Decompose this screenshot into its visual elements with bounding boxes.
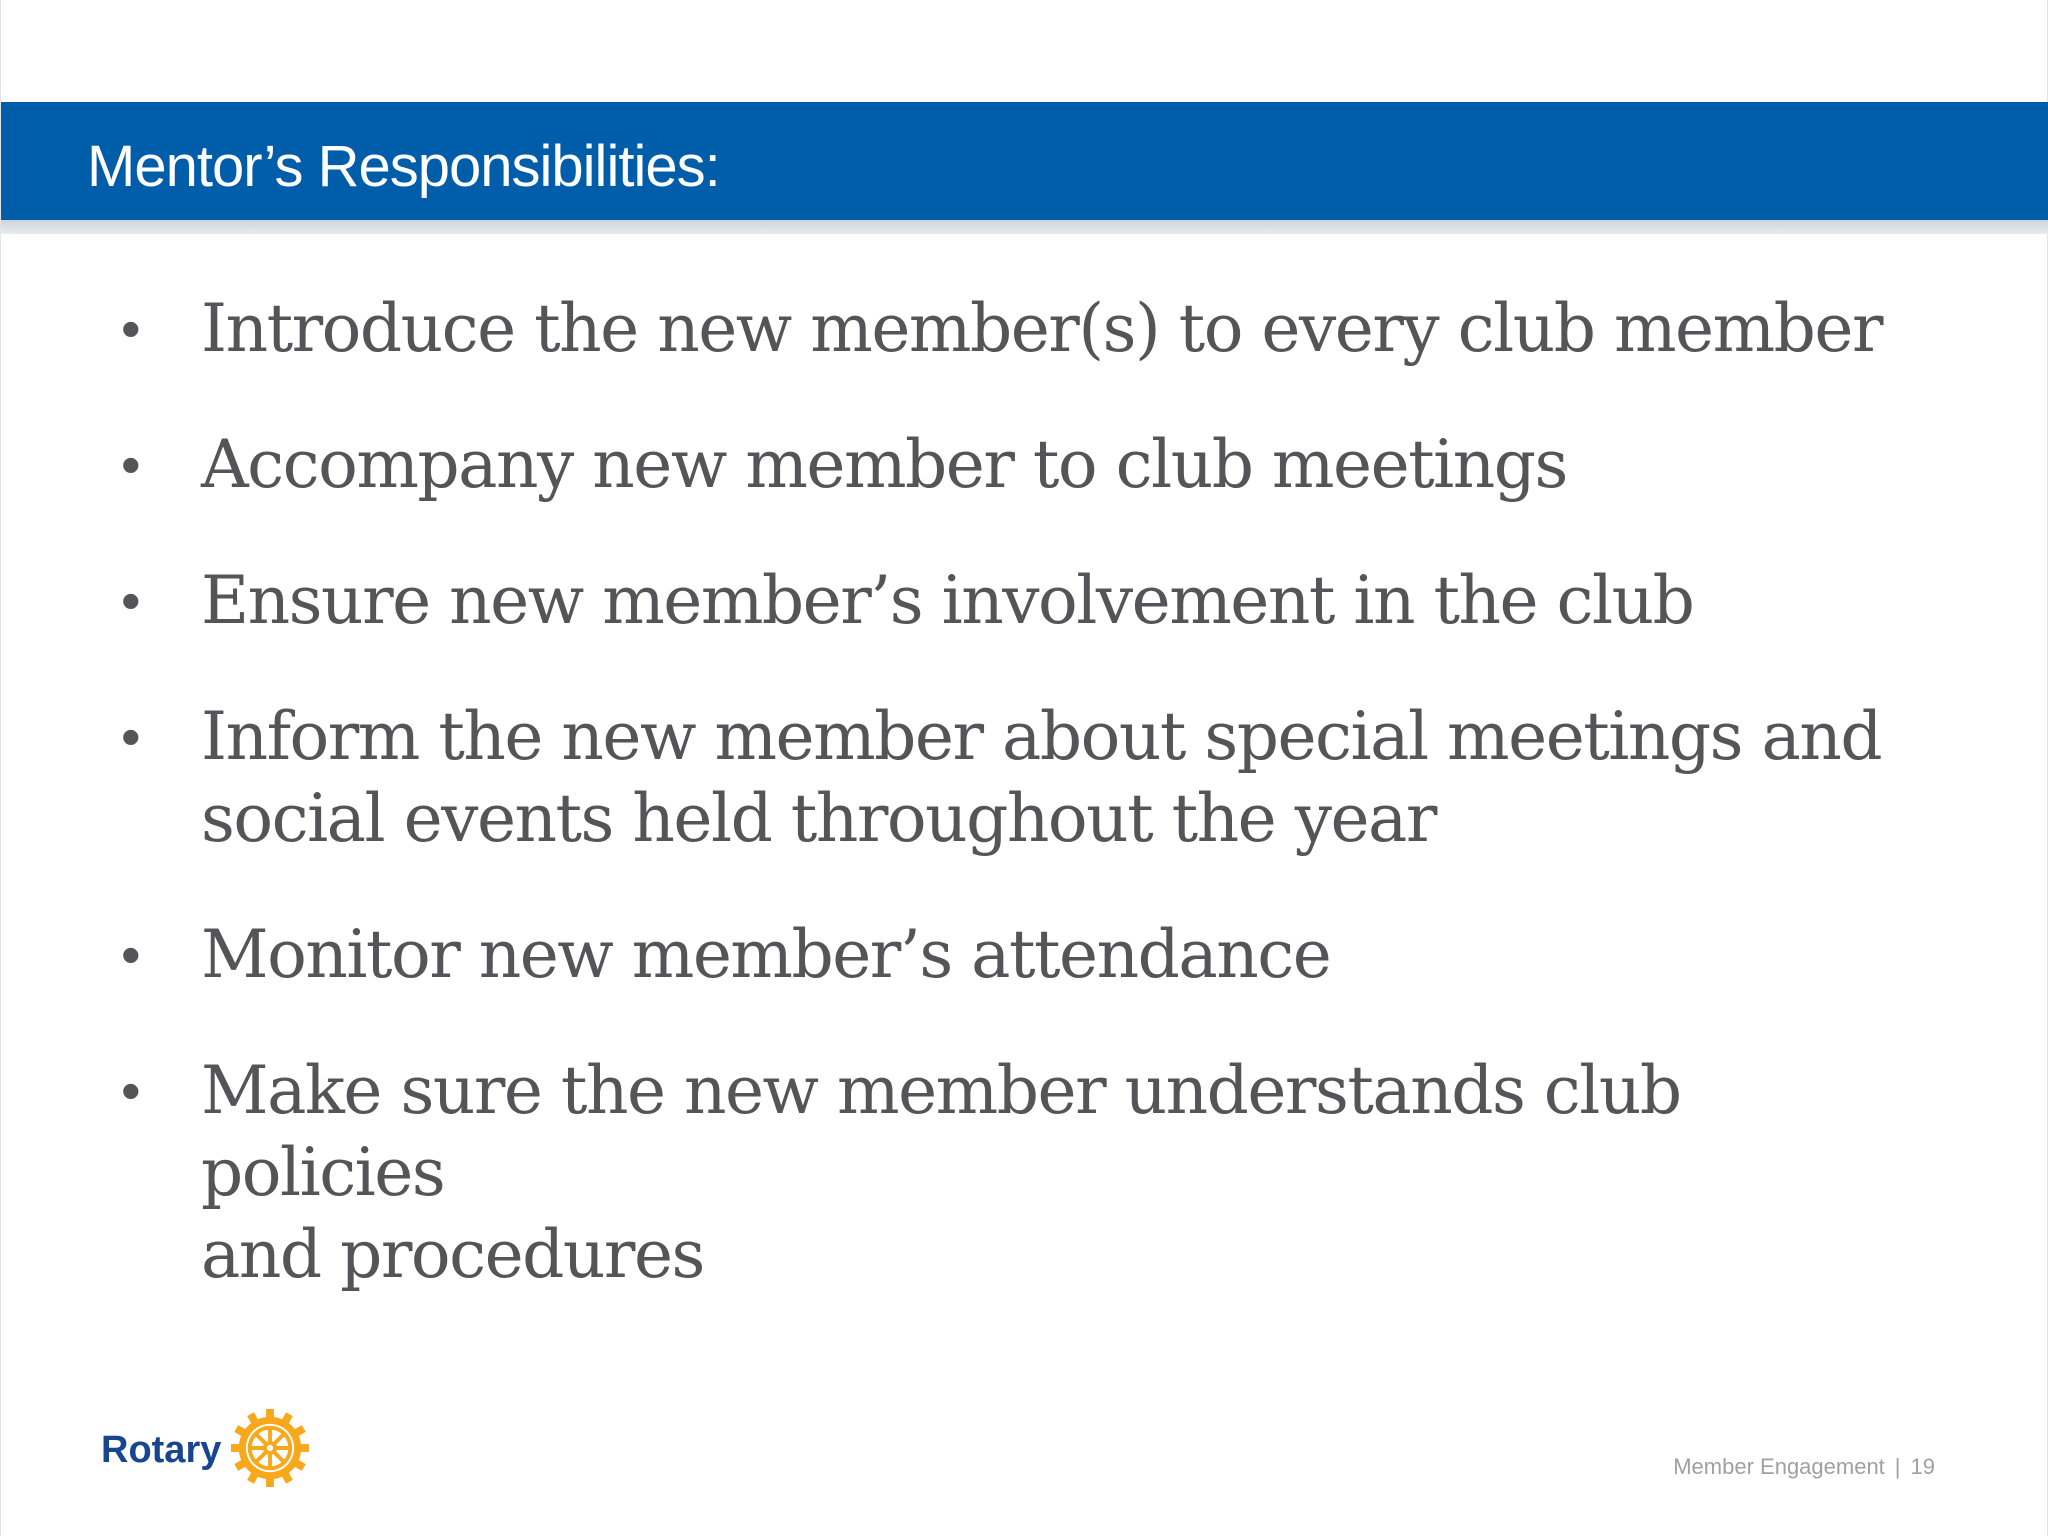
bullet-text-line-2: and procedures [201,1216,704,1293]
bullet-item [121,424,1901,506]
bullet-text: Accompany new member to club meetings [201,426,1567,503]
rotary-wheel-icon [231,1409,309,1492]
rotary-wordmark: Rotary [101,1428,222,1471]
bullet-text-line-2: social events held throughout the year [201,780,1436,857]
rotary-logo [101,1410,309,1490]
bullet-text-line-1: Make sure the new member understands club policies [201,1052,1681,1211]
bullet-marker: • [121,569,140,632]
bullet-text: Monitor new member’s attendance [201,916,1331,993]
bullet-item [121,1050,1901,1296]
bullet-marker: • [121,923,140,986]
bullet-text-line-1: Inform the new member about special meetings and [201,698,1882,775]
bullet-item [121,914,1901,996]
bullet-list [1,0,2048,1536]
bullet-text: Ensure new member’s involvement in the club [201,562,1694,639]
bullet-item [121,288,1901,370]
bullet-marker: • [121,433,140,496]
bullet-marker: • [121,297,140,360]
footer-separator: | [1894,1454,1901,1479]
slide-footer [1673,1454,1935,1480]
footer-section: Member Engagement [1673,1454,1885,1479]
bullet-marker: • [121,1059,140,1122]
bullet-marker: • [121,705,140,768]
bullet-text: Introduce the new member(s) to every club member [201,290,1883,367]
page-number: 19 [1910,1454,1935,1479]
slide-title: Mentor’s Responsibilities: [87,134,720,199]
bullet-item [121,560,1901,642]
bullet-item [121,696,1901,860]
